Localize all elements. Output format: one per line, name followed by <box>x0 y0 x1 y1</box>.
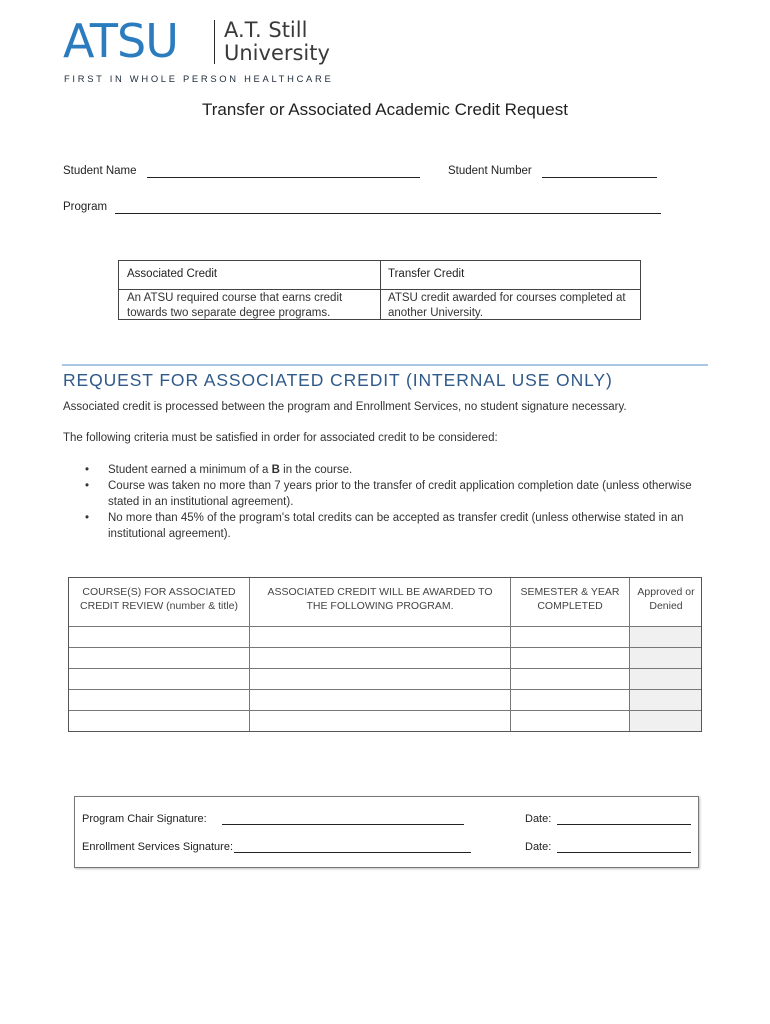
section-intro: Associated credit is processed between the program and Enrollment Services, no student signature necessary. <box>63 401 627 413</box>
form-title: Transfer or Associated Academic Credit Request <box>202 100 568 119</box>
student-name-label: Student Name <box>63 165 137 177</box>
table-column-divider <box>249 578 250 731</box>
program-field[interactable] <box>115 213 661 214</box>
associated-credit-heading: Associated Credit <box>127 268 218 280</box>
criteria-text: Student earned a minimum of a <box>108 464 272 476</box>
table-row-divider <box>69 626 701 627</box>
section-title: REQUEST FOR ASSOCIATED CREDIT (INTERNAL USE ONLY) <box>63 370 613 390</box>
list-item <box>63 462 703 478</box>
credit-table-row-divider <box>119 289 640 290</box>
program-chair-date-label: Date: <box>525 813 552 825</box>
list-item <box>63 510 703 542</box>
student-number-field[interactable] <box>542 177 657 178</box>
header-courses: COURSE(S) FOR ASSOCIATED CREDIT REVIEW (number & title) <box>80 586 238 612</box>
student-number-label: Student Number <box>448 165 532 177</box>
header-program: ASSOCIATED CREDIT WILL BE AWARDED TO THE FOLLOWING PROGRAM. <box>267 586 493 612</box>
enrollment-services-signature-field[interactable] <box>234 852 471 853</box>
transfer-credit-heading: Transfer Credit <box>388 268 465 280</box>
criteria-list <box>63 462 703 542</box>
criteria-text: in the course. <box>279 464 353 476</box>
logo-divider <box>214 20 215 64</box>
section-rule <box>62 364 708 366</box>
table-row-divider <box>69 647 701 648</box>
enrollment-services-date-field[interactable] <box>557 852 691 853</box>
criteria-text: Course was taken no more than 7 years prior to the transfer of credit application completion date (unless otherwise stated in an institutional agreement). <box>108 480 692 508</box>
associated-credit-review-table <box>68 577 702 732</box>
criteria-text: No more than 45% of the program's total credits can be accepted as transfer credit (unless otherwise stated in an institutional agreement). <box>108 512 684 540</box>
enrollment-services-signature-label: Enrollment Services Signature: <box>82 841 234 853</box>
table-column-divider <box>510 578 511 731</box>
program-label: Program <box>63 201 108 213</box>
criteria-lead: The following criteria must be satisfied in order for associated credit to be considered: <box>63 432 498 444</box>
bullet-icon: • <box>85 480 90 492</box>
program-chair-signature-field[interactable] <box>222 824 464 825</box>
program-chair-date-field[interactable] <box>557 824 691 825</box>
student-name-field[interactable] <box>147 177 420 178</box>
approved-column-shade <box>629 626 701 731</box>
criteria-bold: B <box>271 464 280 476</box>
table-row-divider <box>69 689 701 690</box>
bullet-icon: • <box>85 512 90 524</box>
header-semester-year: SEMESTER & YEAR COMPLETED <box>520 586 620 612</box>
credit-types-table <box>118 260 641 320</box>
bullet-icon: • <box>85 464 90 476</box>
table-row-divider <box>69 710 701 711</box>
header-approved-denied: Approved or Denied <box>637 586 695 612</box>
program-chair-signature-label: Program Chair Signature: <box>82 813 207 825</box>
list-item <box>63 478 703 510</box>
enrollment-services-date-label: Date: <box>525 841 552 853</box>
atsu-logo-mark: ATSU <box>63 14 178 68</box>
associated-credit-description: An ATSU required course that earns credit towards two separate degree programs. <box>127 292 343 319</box>
logo-name-line1: A.T. Still <box>224 18 308 42</box>
transfer-credit-description: ATSU credit awarded for courses completed at another University. <box>388 292 626 319</box>
logo-name-line2: University <box>224 41 330 65</box>
signature-box <box>74 796 699 868</box>
credit-table-column-divider <box>380 261 381 319</box>
table-row-divider <box>69 668 701 669</box>
logo-tagline: FIRST IN WHOLE PERSON HEALTHCARE <box>64 73 334 84</box>
table-column-divider <box>629 578 630 731</box>
